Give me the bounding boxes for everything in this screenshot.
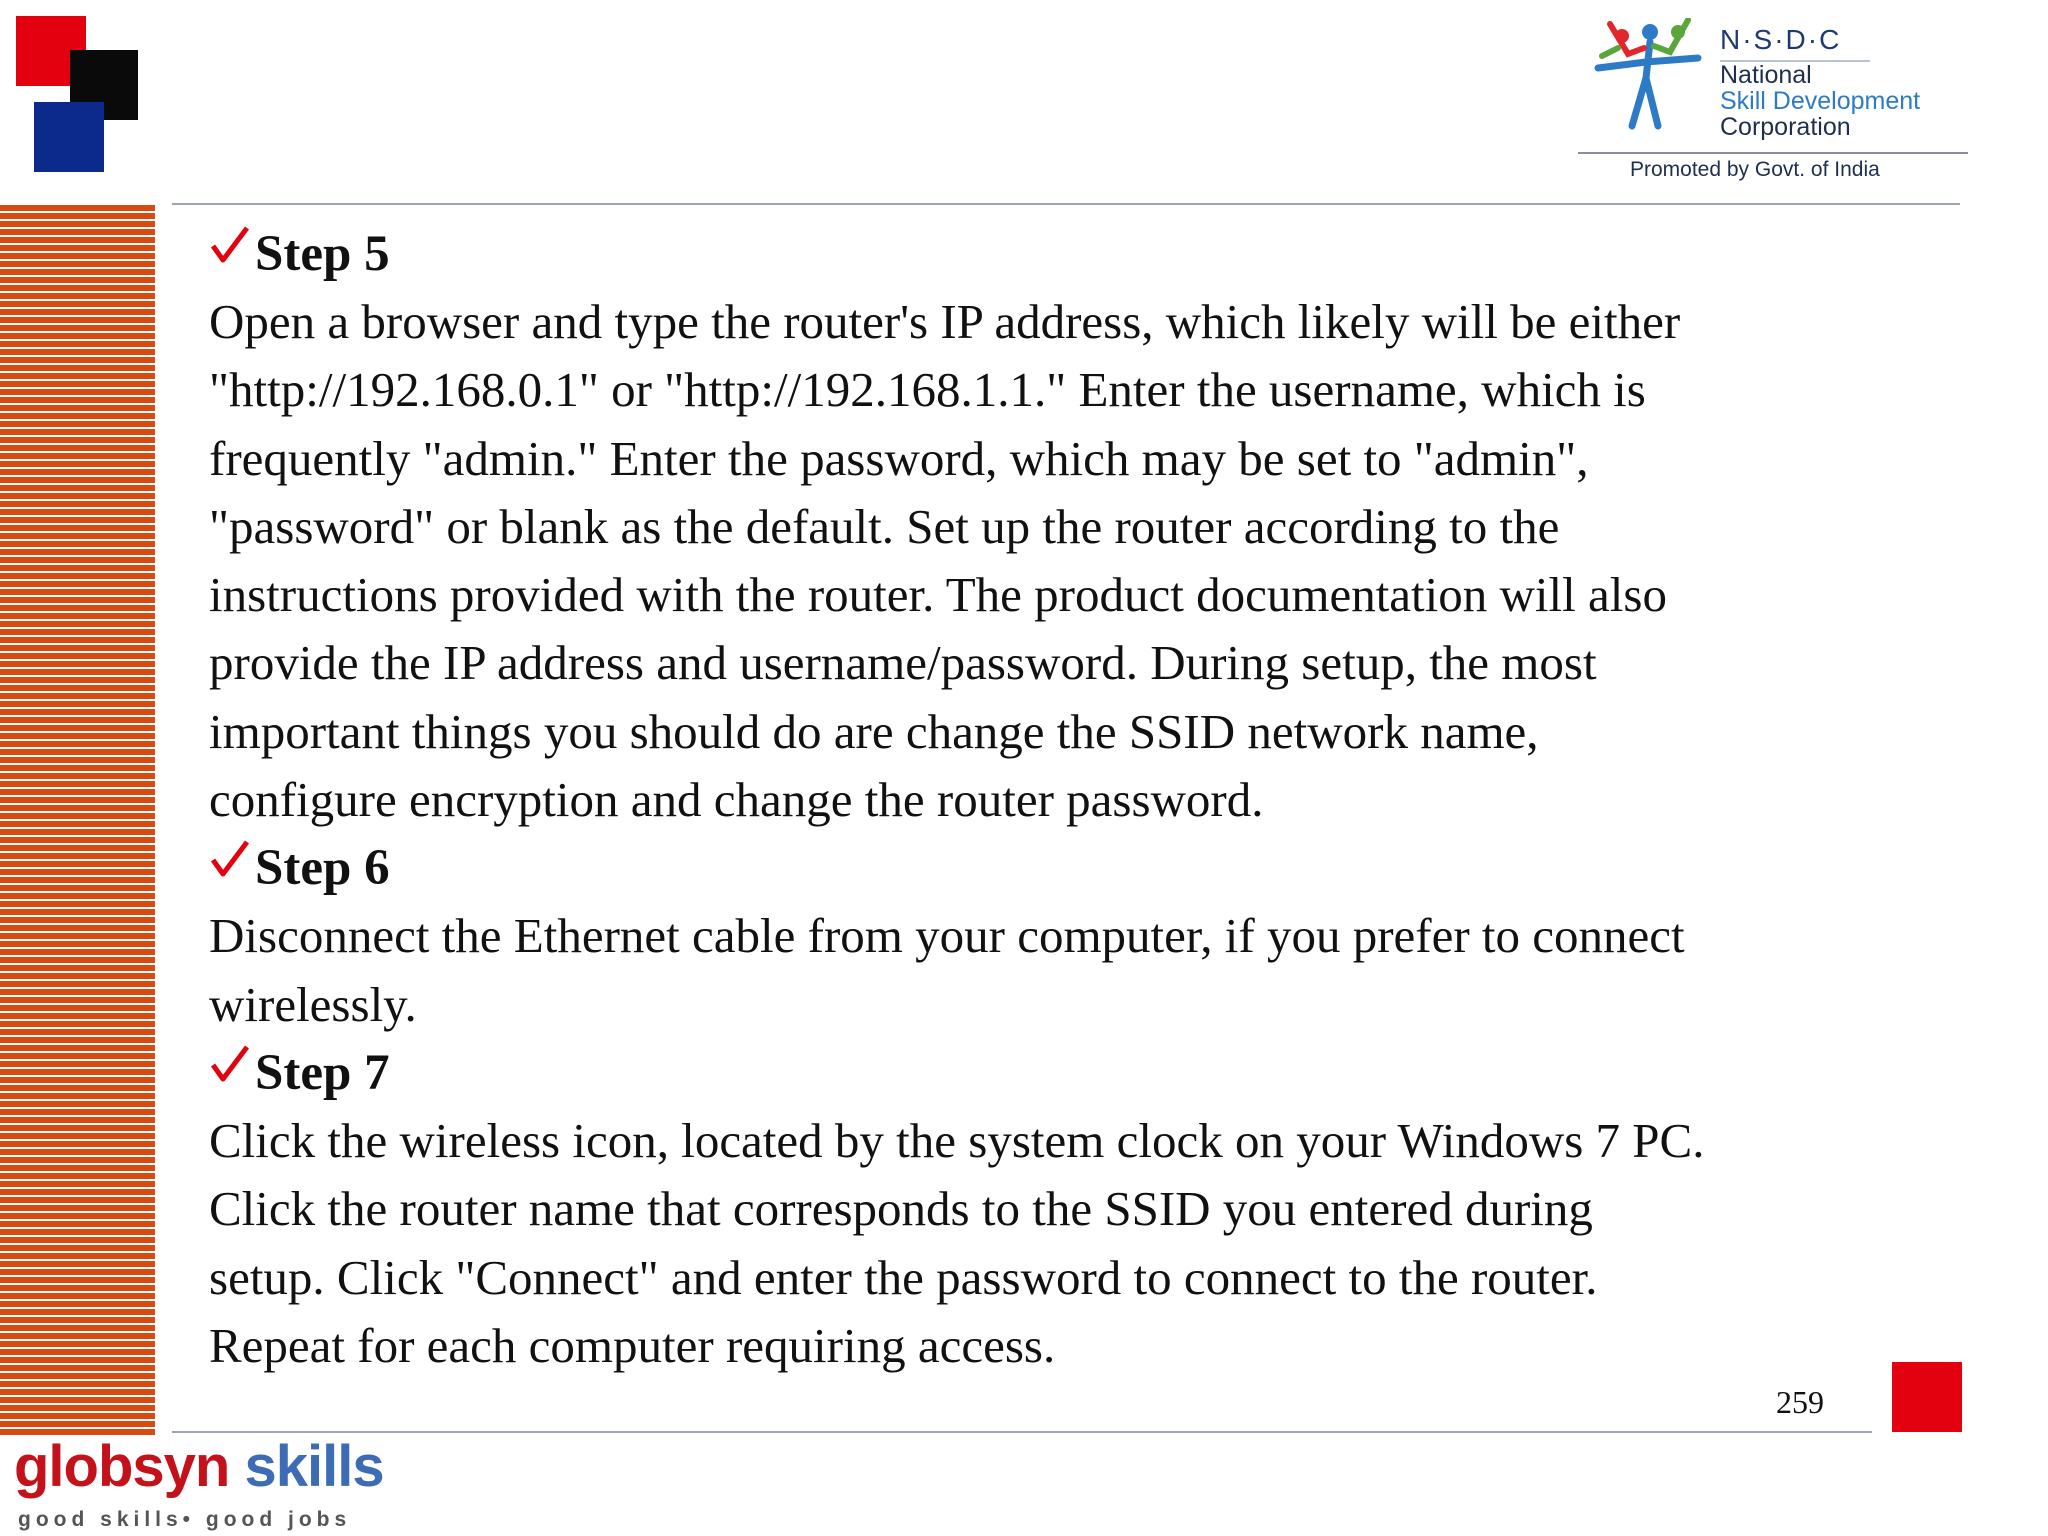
footer-divider bbox=[172, 1431, 1872, 1433]
nsdc-name-line2: Skill Development bbox=[1720, 87, 1921, 115]
text-line: wirelessly. bbox=[209, 976, 417, 1032]
step-6-block bbox=[209, 834, 1989, 1039]
nsdc-abbreviation: N·S·D·C bbox=[1720, 24, 1842, 55]
step-title: Step 5 bbox=[255, 226, 390, 282]
logo-square-blue bbox=[34, 102, 104, 172]
globsyn-logo bbox=[14, 1436, 384, 1498]
text-line: important things you should do are change the SSID network name, bbox=[209, 703, 1539, 759]
corner-square-red bbox=[1892, 1362, 1962, 1432]
header-divider bbox=[172, 203, 1960, 205]
globsyn-logo-part1: globsyn bbox=[14, 1434, 230, 1499]
step-heading bbox=[209, 220, 1989, 288]
step-heading bbox=[209, 834, 1989, 902]
step-description bbox=[209, 902, 1989, 1039]
step-5-block bbox=[209, 220, 1989, 834]
text-line: configure encryption and change the router password. bbox=[209, 772, 1264, 828]
nsdc-logo bbox=[1570, 10, 1970, 190]
step-heading bbox=[209, 1039, 1989, 1107]
checkmark-icon bbox=[209, 1045, 249, 1085]
step-title: Step 7 bbox=[255, 1044, 390, 1101]
text-line: frequently "admin." Enter the password, which may be set to "admin", bbox=[209, 430, 1589, 486]
nsdc-name-line1: National bbox=[1720, 61, 1812, 89]
nsdc-name-line3: Corporation bbox=[1720, 113, 1851, 141]
text-line: Repeat for each computer requiring access. bbox=[209, 1317, 1056, 1373]
text-line: "password" or blank as the default. Set up the router according to the bbox=[209, 498, 1560, 554]
nsdc-promoted-text: Promoted by Govt. of India bbox=[1630, 158, 1880, 181]
nsdc-full-name bbox=[1720, 62, 1920, 140]
text-line: provide the IP address and username/password. During setup, the most bbox=[209, 635, 1597, 691]
step-7-block bbox=[209, 1039, 1989, 1380]
text-line: Disconnect the Ethernet cable from your computer, if you prefer to connect bbox=[209, 908, 1685, 964]
page-number: 259 bbox=[1776, 1384, 1824, 1420]
text-line: "http://192.168.0.1" or "http://192.168.1.1." Enter the username, which is bbox=[209, 362, 1646, 418]
slide-content bbox=[209, 220, 1989, 1380]
step-description bbox=[209, 1107, 1989, 1380]
text-line: Open a browser and type the router's IP address, which likely will be either bbox=[209, 294, 1681, 349]
nsdc-figures-icon bbox=[1588, 18, 1708, 138]
checkmark-icon bbox=[209, 226, 249, 266]
footer-tagline: good skills• good jobs bbox=[18, 1508, 352, 1531]
side-stripes bbox=[0, 205, 155, 1437]
text-line: setup. Click "Connect" and enter the password to connect to the router. bbox=[209, 1249, 1598, 1305]
checkmark-icon bbox=[209, 840, 249, 880]
text-line: instructions provided with the router. The product documentation will also bbox=[209, 567, 1667, 623]
text-line: Click the wireless icon, located by the system clock on your Windows 7 PC. bbox=[209, 1112, 1705, 1168]
nsdc-divider bbox=[1578, 152, 1968, 154]
step-title: Step 6 bbox=[255, 840, 390, 897]
step-description bbox=[209, 288, 1989, 834]
globsyn-logo-part2: skills bbox=[244, 1434, 384, 1499]
text-line: Click the router name that corresponds to the SSID you entered during bbox=[209, 1181, 1593, 1237]
